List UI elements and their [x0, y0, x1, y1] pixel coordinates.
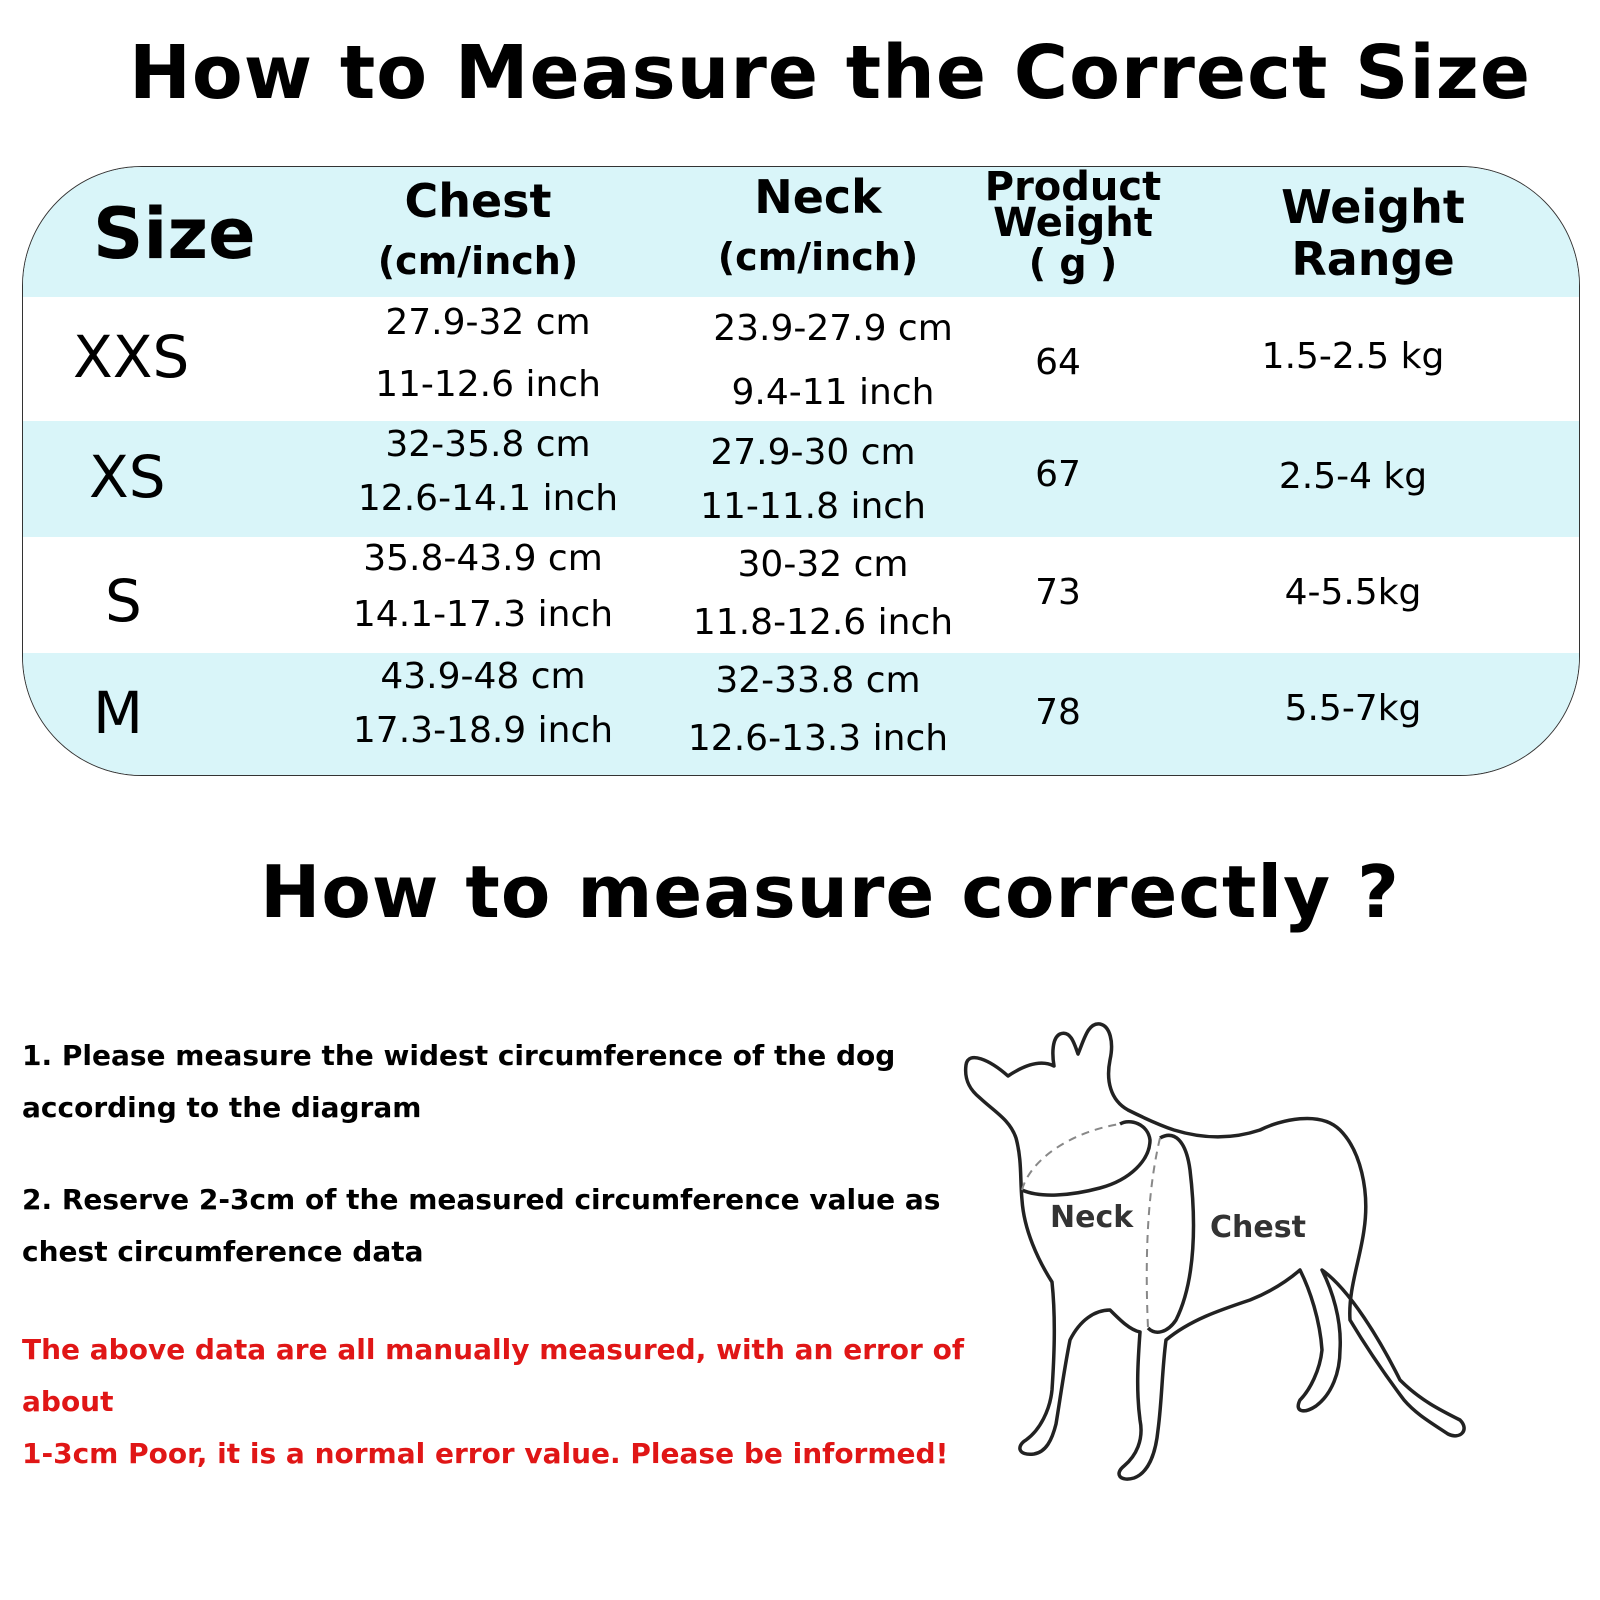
header-neck-unit: (cm/inch): [717, 235, 919, 279]
warning-note: [22, 1324, 1002, 1480]
section-title: How to measure correctly ?: [260, 850, 1400, 934]
header-neck: [683, 171, 953, 283]
product-weight-value: 78: [1035, 692, 1081, 733]
neck-cm: 30-32 cm: [737, 544, 909, 585]
dog-measurement-diagram: [960, 1020, 1520, 1580]
table-row: [23, 537, 1579, 653]
product-weight-value: 67: [1035, 454, 1081, 495]
neck-cm: 23.9-27.9 cm: [713, 308, 953, 349]
header-chest: [343, 175, 613, 287]
header-size: Size: [93, 193, 256, 275]
neck-inch: 12.6-13.3 inch: [687, 718, 949, 759]
dog-outline-icon: [960, 1020, 1520, 1580]
chest-cm: 27.9-32 cm: [385, 302, 591, 343]
size-chart-table: [22, 166, 1580, 776]
neck-inch: 11-11.8 inch: [700, 486, 926, 527]
size-label: XS: [89, 443, 166, 511]
chest-inch: 11-12.6 inch: [375, 364, 601, 405]
chest-loop: [1148, 1135, 1193, 1332]
table-header-row: [23, 167, 1579, 297]
weight-range-value: 5.5-7kg: [1284, 688, 1422, 729]
header-product-weight: [983, 166, 1163, 285]
header-weight-range-label: Weight Range: [1281, 180, 1465, 286]
page-title: How to Measure the Correct Size: [128, 30, 1532, 116]
warning-line-1: The above data are all manually measured, with an error of about: [22, 1333, 965, 1418]
chest-cm: 32-35.8 cm: [385, 424, 591, 465]
header-chest-unit: (cm/inch): [377, 239, 579, 283]
weight-range-value: 4-5.5kg: [1284, 572, 1422, 613]
chest-inch: 14.1-17.3 inch: [352, 594, 614, 635]
step-1-line-2: according to the diagram: [22, 1091, 422, 1124]
neck-value: [663, 661, 973, 759]
step-1-line-1: 1. Please measure the widest circumference of the dog: [22, 1039, 896, 1072]
header-chest-label: Chest: [404, 174, 552, 228]
header-product-weight-line1: Product: [984, 166, 1162, 210]
product-weight-value: 64: [1035, 342, 1081, 383]
chest-value: [323, 657, 643, 751]
neck-cm: 32-33.8 cm: [715, 660, 921, 701]
step-2-line-1: 2. Reserve 2-3cm of the measured circumference value as: [22, 1183, 941, 1216]
table-row: [23, 653, 1579, 775]
chest-loop-dashed: [1147, 1138, 1160, 1328]
step-2: [22, 1174, 1002, 1278]
neck-cm: 27.9-30 cm: [710, 432, 916, 473]
chest-value: [343, 303, 633, 405]
neck-loop-dashed: [1022, 1124, 1120, 1190]
chest-value: [323, 539, 643, 635]
neck-label: Neck: [1050, 1200, 1134, 1235]
neck-inch: 9.4-11 inch: [731, 372, 935, 413]
table-row: [23, 421, 1579, 537]
dog-body-outline: [966, 1024, 1464, 1479]
weight-range-value: 1.5-2.5 kg: [1261, 336, 1445, 377]
header-neck-label: Neck: [754, 170, 882, 224]
header-product-weight-line2: Weight: [993, 200, 1153, 246]
step-1: [22, 1030, 1002, 1134]
size-label: S: [105, 567, 142, 635]
size-label: M: [93, 679, 144, 747]
product-weight-value: 73: [1035, 572, 1081, 613]
weight-range-value: 2.5-4 kg: [1278, 456, 1428, 497]
size-label: XXS: [73, 323, 190, 391]
neck-value: [683, 309, 983, 413]
warning-line-2: 1-3cm Poor, it is a normal error value. Please be informed!: [22, 1437, 949, 1470]
neck-inch: 11.8-12.6 inch: [692, 602, 954, 643]
step-2-line-2: chest circumference data: [22, 1235, 424, 1268]
chest-label: Chest: [1210, 1210, 1306, 1245]
table-row: [23, 297, 1579, 421]
chest-cm: 35.8-43.9 cm: [363, 538, 603, 579]
chest-inch: 17.3-18.9 inch: [352, 710, 614, 751]
instructions: [22, 1030, 1002, 1480]
neck-value: [663, 433, 963, 527]
header-product-weight-unit: ( g ): [1028, 241, 1118, 285]
chest-inch: 12.6-14.1 inch: [357, 478, 619, 519]
chest-cm: 43.9-48 cm: [380, 656, 586, 697]
neck-value: [673, 545, 973, 643]
chest-value: [333, 425, 643, 519]
